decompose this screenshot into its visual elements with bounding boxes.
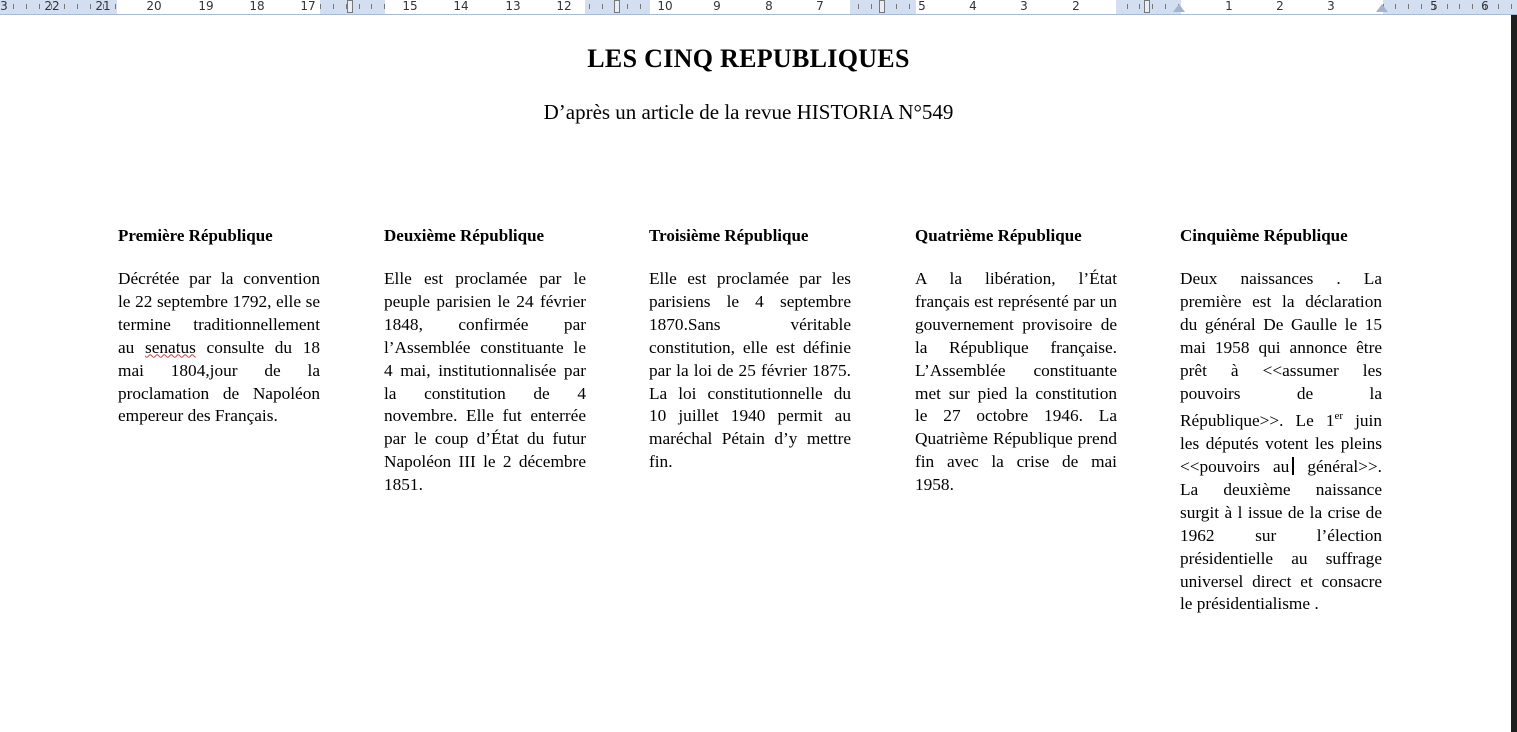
ruler-number: 17 xyxy=(300,0,316,13)
ruler-tick xyxy=(115,4,116,9)
column-text: Elle est proclamée par les parisiens le 4 septembre 1870.Sans véritable constitution, elle est définie par la loi de 25 février 1875. La loi constitutionnelle du 10 juillet 1940 permit au maréchal Pétain d’y mettre fin. xyxy=(649,269,851,472)
text-segment: général>>. La deuxième naissance surgit à l issue de la crise de 1962 sur l’élection présidentielle au suffrage universel direct et consacre le présidentialisme . xyxy=(1180,457,1382,614)
ruler-number: 3 xyxy=(0,0,8,13)
ruler-tick xyxy=(589,4,590,9)
column-troisieme-republique xyxy=(649,225,851,474)
ruler-tick xyxy=(909,4,910,9)
column-heading: Cinquième République xyxy=(1180,226,1348,245)
ruler-tick xyxy=(320,4,321,9)
ruler-tick xyxy=(1447,4,1448,9)
document-page[interactable] xyxy=(0,15,1511,732)
ruler-tick xyxy=(640,4,641,9)
ruler-tick xyxy=(896,4,897,9)
column-premiere-republique xyxy=(118,225,320,428)
ruler-tick xyxy=(90,4,91,9)
text-segment: consulte du 18 mai 1804,jour de la proclamation de Napoléon empereur des Français. xyxy=(118,337,320,426)
ruler-tick xyxy=(1165,4,1166,9)
column-heading: Quatrième République xyxy=(915,226,1082,245)
ruler-number: 21 xyxy=(95,0,111,13)
ruler-tick xyxy=(1395,4,1396,9)
column-heading: Première République xyxy=(118,226,273,245)
ruler-tick xyxy=(1152,4,1153,9)
ruler-tick xyxy=(1139,4,1140,9)
ruler-number: 4 xyxy=(969,0,977,13)
ruler-number: 19 xyxy=(198,0,214,13)
ruler-tick xyxy=(1459,4,1460,9)
ruler-tick xyxy=(627,4,628,9)
left-indent-marker[interactable] xyxy=(1173,4,1185,12)
text-segment: juin les députés votent les pleins <<pouvoirs au xyxy=(1180,411,1382,477)
text-segment: Deux naissances . La première est la déclaration du général De Gaulle le 15 mai 1958 qui annonce être prêt à <<assumer les pouvoirs de la République>>. Le 1 xyxy=(1180,269,1382,431)
ruler-number: 7 xyxy=(816,0,824,13)
ruler-tick xyxy=(359,4,360,9)
ruler-number: 2 xyxy=(1072,0,1080,13)
ruler-tick xyxy=(858,4,859,9)
column-text xyxy=(1180,268,1382,616)
column-quatrieme-republique xyxy=(915,225,1117,497)
ruler-tick xyxy=(64,4,65,9)
document-subtitle: D’après un article de la revue HISTORIA N°549 xyxy=(543,100,954,124)
ruler-tick xyxy=(26,4,27,9)
superscript: er xyxy=(1334,410,1344,423)
ruler-number: 18 xyxy=(249,0,265,13)
ruler-number: 13 xyxy=(505,0,521,13)
column-gap-marker[interactable] xyxy=(879,0,885,13)
ruler-number: 5 xyxy=(918,0,926,13)
column-gap-marker[interactable] xyxy=(614,0,620,13)
text-segment: Décrétée par la convention le 22 septembre 1792, elle se termine traditionnellement au xyxy=(118,269,320,357)
ruler-number: 10 xyxy=(657,0,673,13)
column-deuxieme-republique xyxy=(384,225,586,497)
ruler-number: 2 xyxy=(1276,0,1284,13)
horizontal-ruler[interactable] xyxy=(0,0,1517,15)
ruler-tick xyxy=(371,4,372,9)
ruler-tick xyxy=(1421,4,1422,9)
ruler-tick xyxy=(39,4,40,9)
column-heading: Troisième République xyxy=(649,226,809,245)
ruler-tick xyxy=(1511,4,1512,9)
window-edge xyxy=(1511,15,1517,732)
ruler-text-area-4 xyxy=(916,0,1116,14)
ruler-tick xyxy=(333,4,334,9)
right-indent-marker[interactable] xyxy=(1376,4,1388,12)
ruler-number: 22 xyxy=(44,0,60,13)
column-cinquieme-republique xyxy=(1180,225,1382,616)
ruler-number: 3 xyxy=(1020,0,1028,13)
ruler-number: 8 xyxy=(765,0,773,13)
ruler-number: 14 xyxy=(453,0,469,13)
column-gap-marker[interactable] xyxy=(1144,0,1150,13)
ruler-tick xyxy=(1472,4,1473,9)
ruler-number: 12 xyxy=(556,0,572,13)
ruler-tick xyxy=(602,4,603,9)
ruler-tick xyxy=(1498,4,1499,9)
ruler-number: 6 xyxy=(1481,0,1489,13)
column-text xyxy=(118,268,320,428)
ruler-tick xyxy=(13,4,14,9)
column-text: Elle est proclamée par le peuple parisien le 24 février 1848, confirmée par l’Assemblée constituante le 4 mai, institutionnalisée par la constitution de 4 novembre. Elle fut enterrée par le coup d’État du futur Napoléon III le 2 décembre 1851. xyxy=(384,269,586,495)
ruler-tick xyxy=(1127,4,1128,9)
ruler-number: 3 xyxy=(1327,0,1335,13)
ruler-number: 1 xyxy=(1225,0,1233,13)
ruler-tick xyxy=(871,4,872,9)
spelling-error-word[interactable]: senatus xyxy=(144,337,196,357)
ruler-tick xyxy=(77,4,78,9)
ruler-number: 9 xyxy=(713,0,721,13)
ruler-tick xyxy=(1408,4,1409,9)
ruler-number: 20 xyxy=(146,0,162,13)
column-heading: Deuxième République xyxy=(384,226,545,245)
document-title: LES CINQ REPUBLIQUES xyxy=(587,44,910,73)
column-gap-marker[interactable] xyxy=(347,0,353,13)
column-text: A la libération, l’État français est représenté par un gouvernement provisoire de la République française. L’Assemblée constituante met sur pied la constitution le 27 octobre 1946. La Quatrième République prend fin avec la crise de mai 1958. xyxy=(915,269,1117,495)
ruler-number: 15 xyxy=(402,0,418,13)
ruler-number: 5 xyxy=(1430,0,1438,13)
